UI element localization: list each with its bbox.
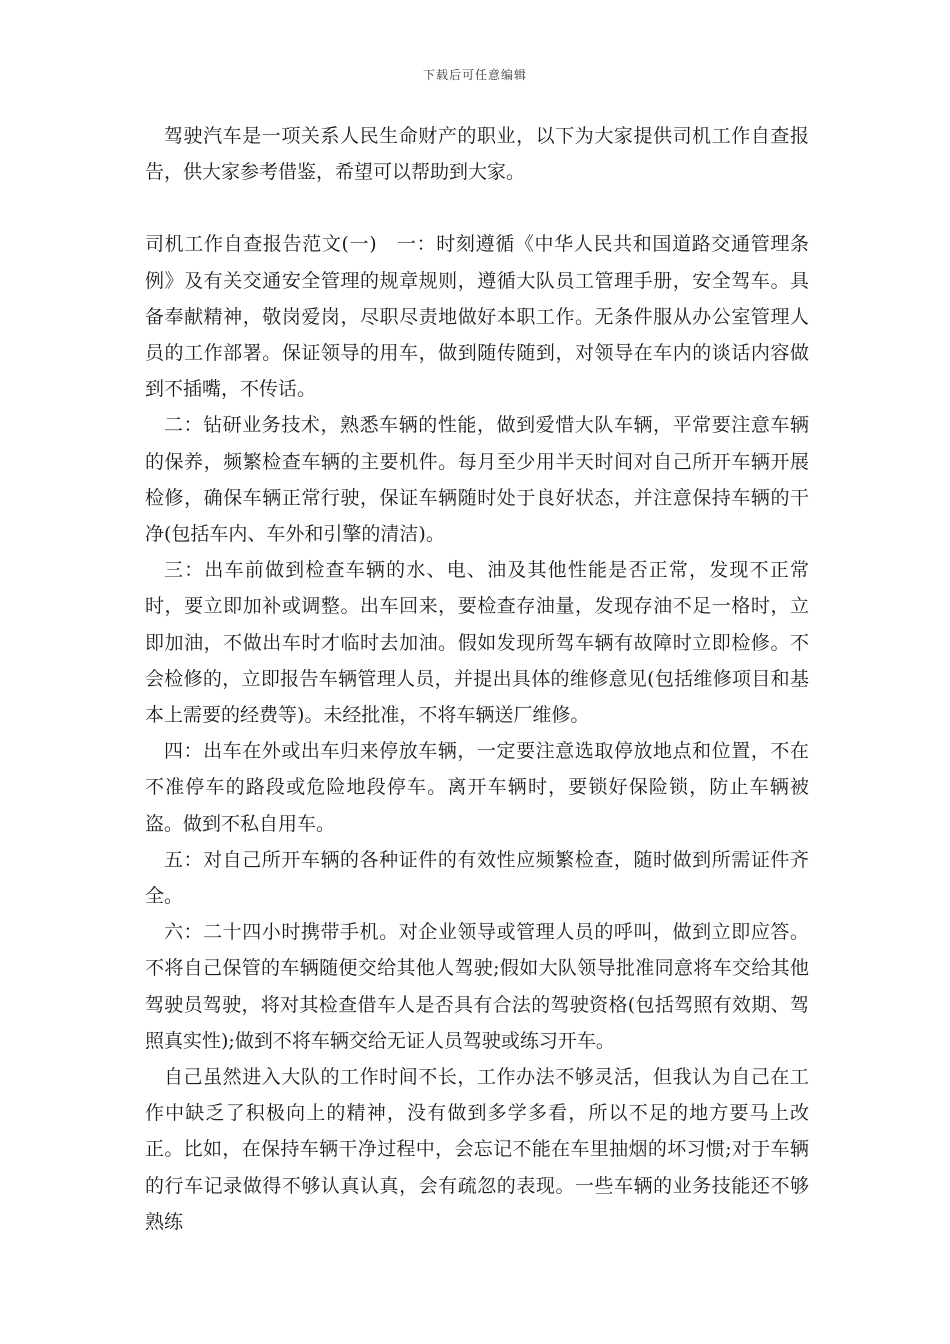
section-1-paragraph: 司机工作自查报告范文(一) 一：时刻遵循《中华人民共和国道路交通管理条例》及有关交通安全管理的规章规则，遵循大队员工管理手册，安全驾车。具备奉献精神，敬岗爱岗，尽职尽责地做好本职工作。无条件服从办公室管理人员的工作部署。保证领导的用车，做到随传随到，对领导在车内的谈话内容做到不插嘴，不传话。 (145, 233, 809, 401)
intro-paragraph: 驾驶汽车是一项关系人民生命财产的职业，以下为大家提供司机工作自查报告，供大家参考借鉴，希望可以帮助到大家。 (145, 125, 809, 184)
paragraph-spacer (145, 190, 809, 226)
document-body (145, 118, 809, 1240)
reflection-paragraph: 自己虽然进入大队的工作时间不长，工作办法不够灵活，但我认为自己在工作中缺乏了积极向上的精神，没有做到多学多看，所以不足的地方要马上改正。比如，在保持车辆干净过程中，会忘记不能在车里抽烟的坏习惯;对于车辆的行车记录做得不够认真认真，会有疏忽的表现。一些车辆的业务技能还不够熟练 (145, 1066, 809, 1233)
section-4-paragraph: 四：出车在外或出车归来停放车辆，一定要注意选取停放地点和位置，不在不准停车的路段或危险地段停车。离开车辆时，要锁好保险锁，防止车辆被盗。做到不私自用车。 (145, 740, 809, 835)
section-6-paragraph: 六：二十四小时携带手机。对企业领导或管理人员的呼叫，做到立即应答。不将自己保管的车辆随便交给其他人驾驶;假如大队领导批准同意将车交给其他驾驶员驾驶，将对其检查借车人是否具有合法的驾驶资格(包括驾照有效期、驾照真实性);做到不将车辆交给无证人员驾驶或练习开车。 (145, 921, 809, 1052)
section-3-paragraph: 三：出车前做到检查车辆的水、电、油及其他性能是否正常，发现不正常时，要立即加补或调整。出车回来，要检查存油量，发现存油不足一格时，立即加油，不做出车时才临时去加油。假如发现所驾车辆有故障时立即检修。不会检修的，立即报告车辆管理人员，并提出具体的维修意见(包括维修项目和基本上需要的经费等)。未经批准，不将车辆送厂维修。 (145, 559, 809, 727)
section-2-paragraph: 二：钻研业务技术，熟悉车辆的性能，做到爱惜大队车辆，平常要注意车辆的保养，频繁检查车辆的主要机件。每月至少用半天时间对自己所开车辆开展检修，确保车辆正常行驶，保证车辆随时处于良好状态，并注意保持车辆的干净(包括车内、车外和引擎的清洁)。 (145, 414, 809, 546)
section-5-paragraph: 五：对自己所开车辆的各种证件的有效性应频繁检查，随时做到所需证件齐全。 (145, 848, 809, 908)
header-note: 下载后可任意编辑 (422, 68, 527, 82)
